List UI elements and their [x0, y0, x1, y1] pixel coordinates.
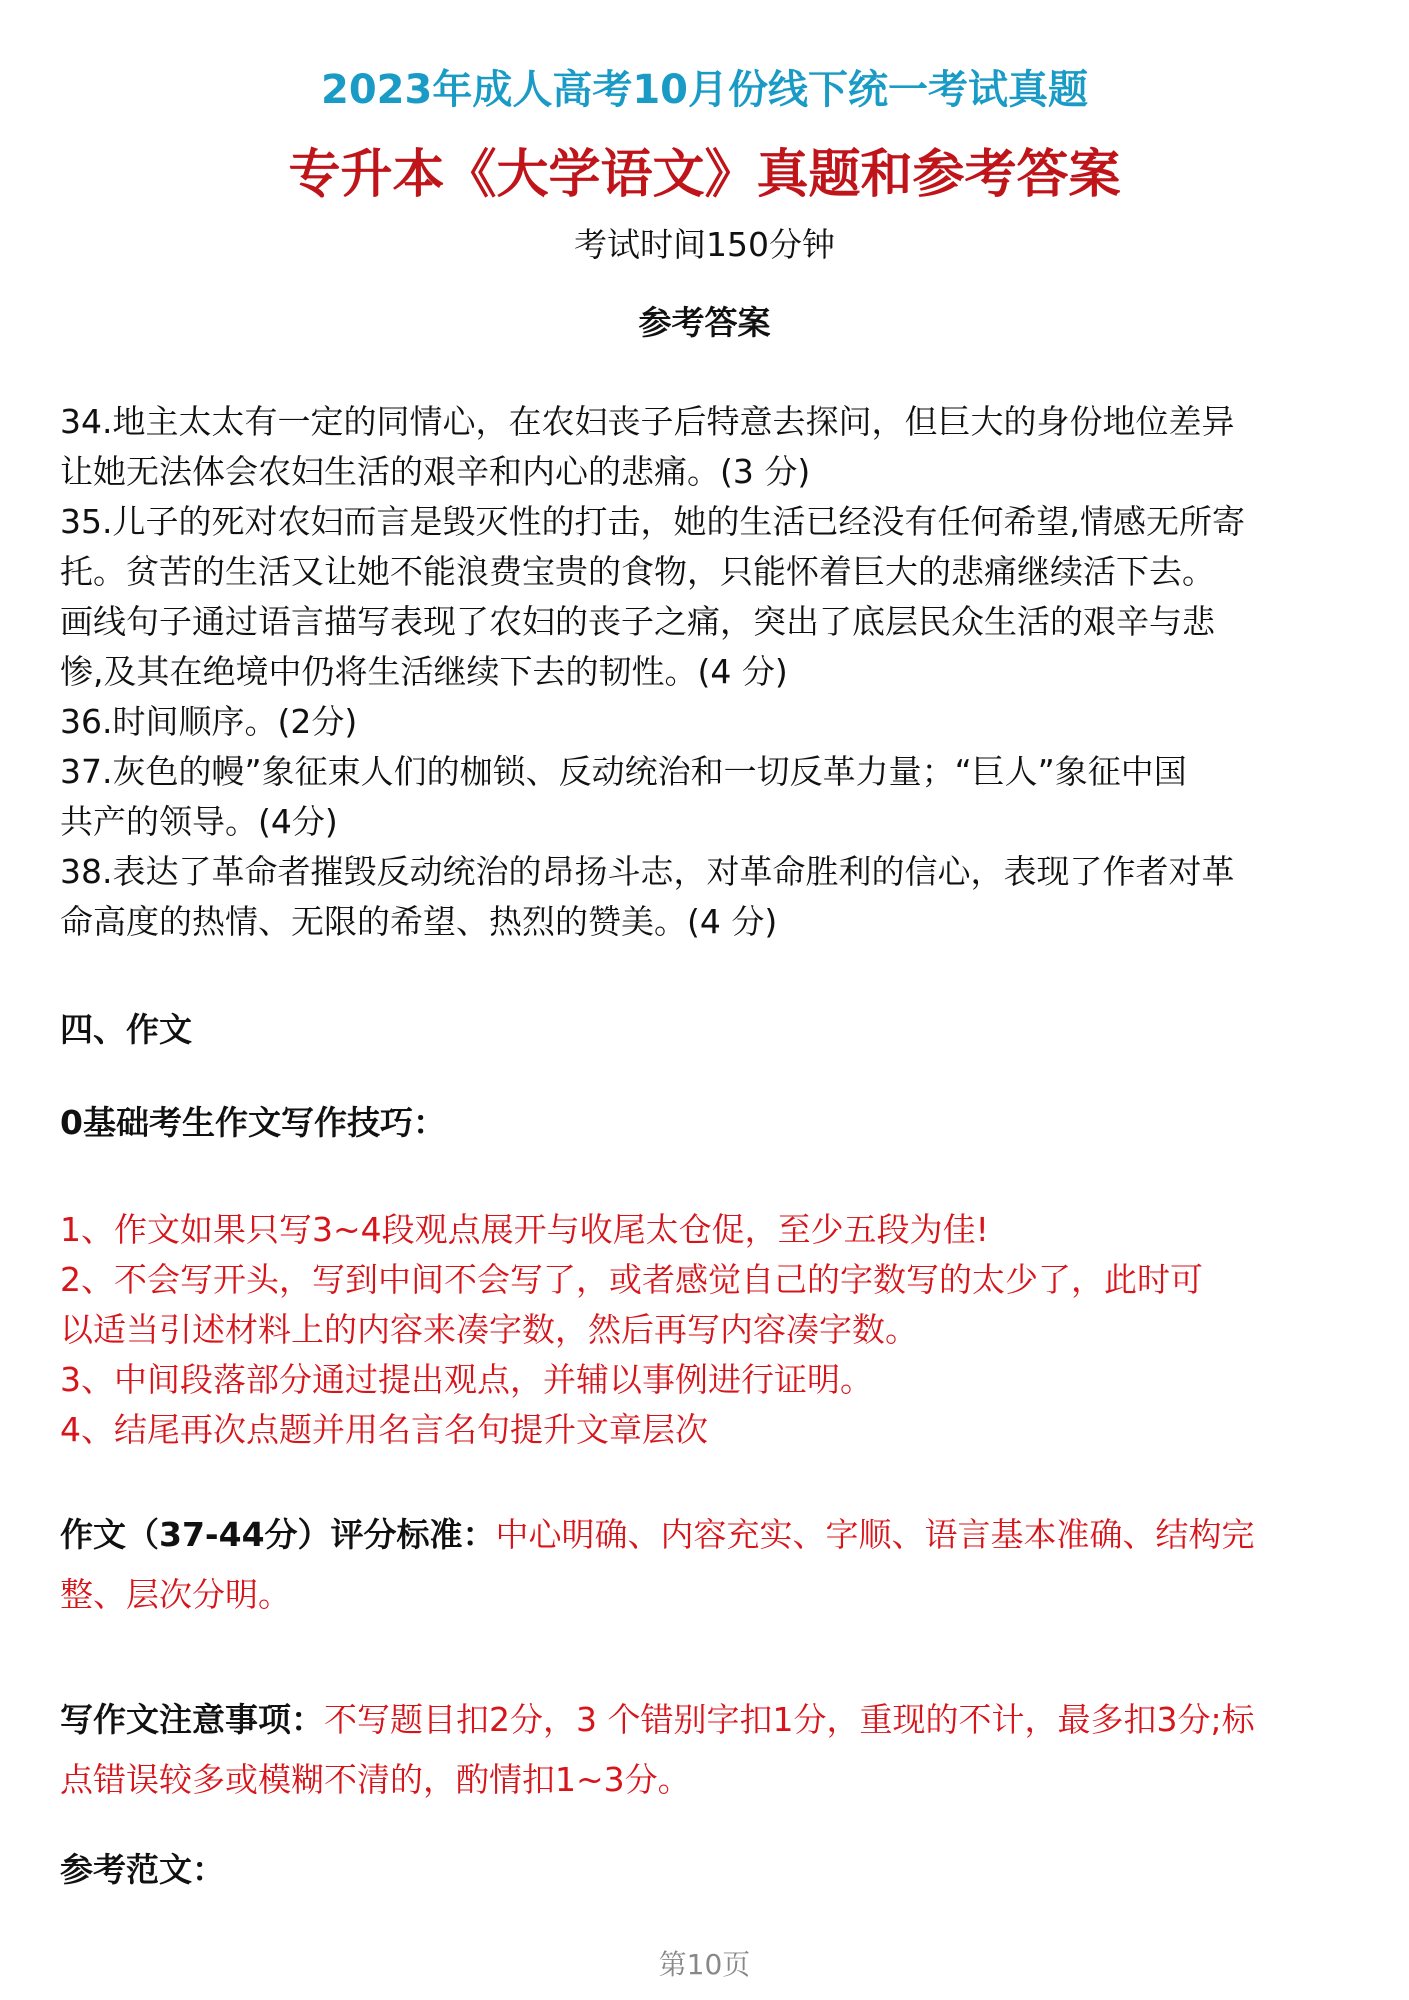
grading-text-2: 整、层次分明。 — [60, 1575, 291, 1614]
page-number: 第10页 — [658, 1948, 751, 1981]
notes-text-2: 点错误较多或模糊不清的，酌情扣1~3分。 — [60, 1760, 691, 1799]
tips-list — [60, 1205, 1360, 1455]
writing-notes — [60, 1690, 1360, 1810]
answer-line: 托。贫苦的生活又让她不能浪费宝贵的食物，只能怀着巨大的悲痛继续活下去。 — [60, 552, 1215, 591]
answer-line: 37.灰色的幔”象征束人们的枷锁、反动统治和一切反革力量；“巨人”象征中国 — [60, 752, 1187, 791]
composition-section — [60, 1005, 1360, 1055]
tip-line: 以适当引述材料上的内容来凑字数，然后再写内容凑字数。 — [60, 1310, 918, 1349]
exam-time: 考试时间150分钟 — [574, 225, 835, 264]
grading-line-2 — [60, 1565, 1360, 1625]
tips-heading-block — [60, 1098, 1360, 1148]
answers-list — [60, 397, 1360, 947]
answer-line: 命高度的热情、无限的希望、热烈的赞美。(4 分) — [60, 902, 778, 941]
grading-standard — [60, 1505, 1360, 1625]
notes-text-1: 不写题目扣2分，3 个错别字扣1分，重现的不计，最多扣3分;标 — [324, 1700, 1255, 1739]
notes-label: 写作文注意事项： — [60, 1700, 324, 1739]
notes-line-2 — [60, 1750, 1360, 1810]
tip-line: 2、不会写开头，写到中间不会写了，或者感觉自己的字数写的太少了，此时可 — [60, 1260, 1203, 1299]
sample-essay-section — [60, 1845, 1360, 1895]
answer-line: 惨,及其在绝境中仍将生活继续下去的韧性。(4 分) — [60, 652, 788, 691]
tips-heading: 0基础考生作文写作技巧： — [60, 1103, 446, 1142]
answer-line: 让她无法体会农妇生活的艰辛和内心的悲痛。(3 分) — [60, 452, 811, 491]
answer-line: 35.儿子的死对农妇而言是毁灭性的打击，她的生活已经没有任何希望,情感无所寄 — [60, 502, 1245, 541]
answer-line: 共产的领导。(4分) — [60, 802, 338, 841]
grading-label: 作文（37-44分）评分标准： — [60, 1515, 496, 1554]
sample-essay-heading: 参考范文： — [60, 1850, 225, 1889]
subject-title: 专升本《大学语文》真题和参考答案 — [288, 145, 1121, 205]
answer-line: 34.地主太太有一定的同情心，在农妇丧子后特意去探问，但巨大的身份地位差异 — [60, 402, 1235, 441]
exam-title: 2023年成人高考10月份线下统一考试真题 — [321, 67, 1088, 113]
notes-line-1 — [60, 1690, 1360, 1750]
tip-line: 4、结尾再次点题并用名言名句提升文章层次 — [60, 1410, 708, 1449]
tip-line: 1、作文如果只写3~4段观点展开与收尾太仓促，至少五段为佳! — [60, 1210, 989, 1249]
composition-heading: 四、作文 — [60, 1010, 192, 1049]
answer-line: 38.表达了革命者摧毁反动统治的昂扬斗志，对革命胜利的信心，表现了作者对革 — [60, 852, 1235, 891]
tip-line: 3、中间段落部分通过提出观点，并辅以事例进行证明。 — [60, 1360, 873, 1399]
grading-text-1: 中心明确、内容充实、字顺、语言基本准确、结构完 — [495, 1515, 1255, 1554]
answers-section-heading: 参考答案 — [638, 303, 771, 342]
answer-line: 36.时间顺序。(2分) — [60, 702, 358, 741]
answer-line: 画线句子通过语言描写表现了农妇的丧子之痛，突出了底层民众生活的艰辛与悲 — [60, 602, 1215, 641]
grading-line-1 — [60, 1505, 1360, 1565]
